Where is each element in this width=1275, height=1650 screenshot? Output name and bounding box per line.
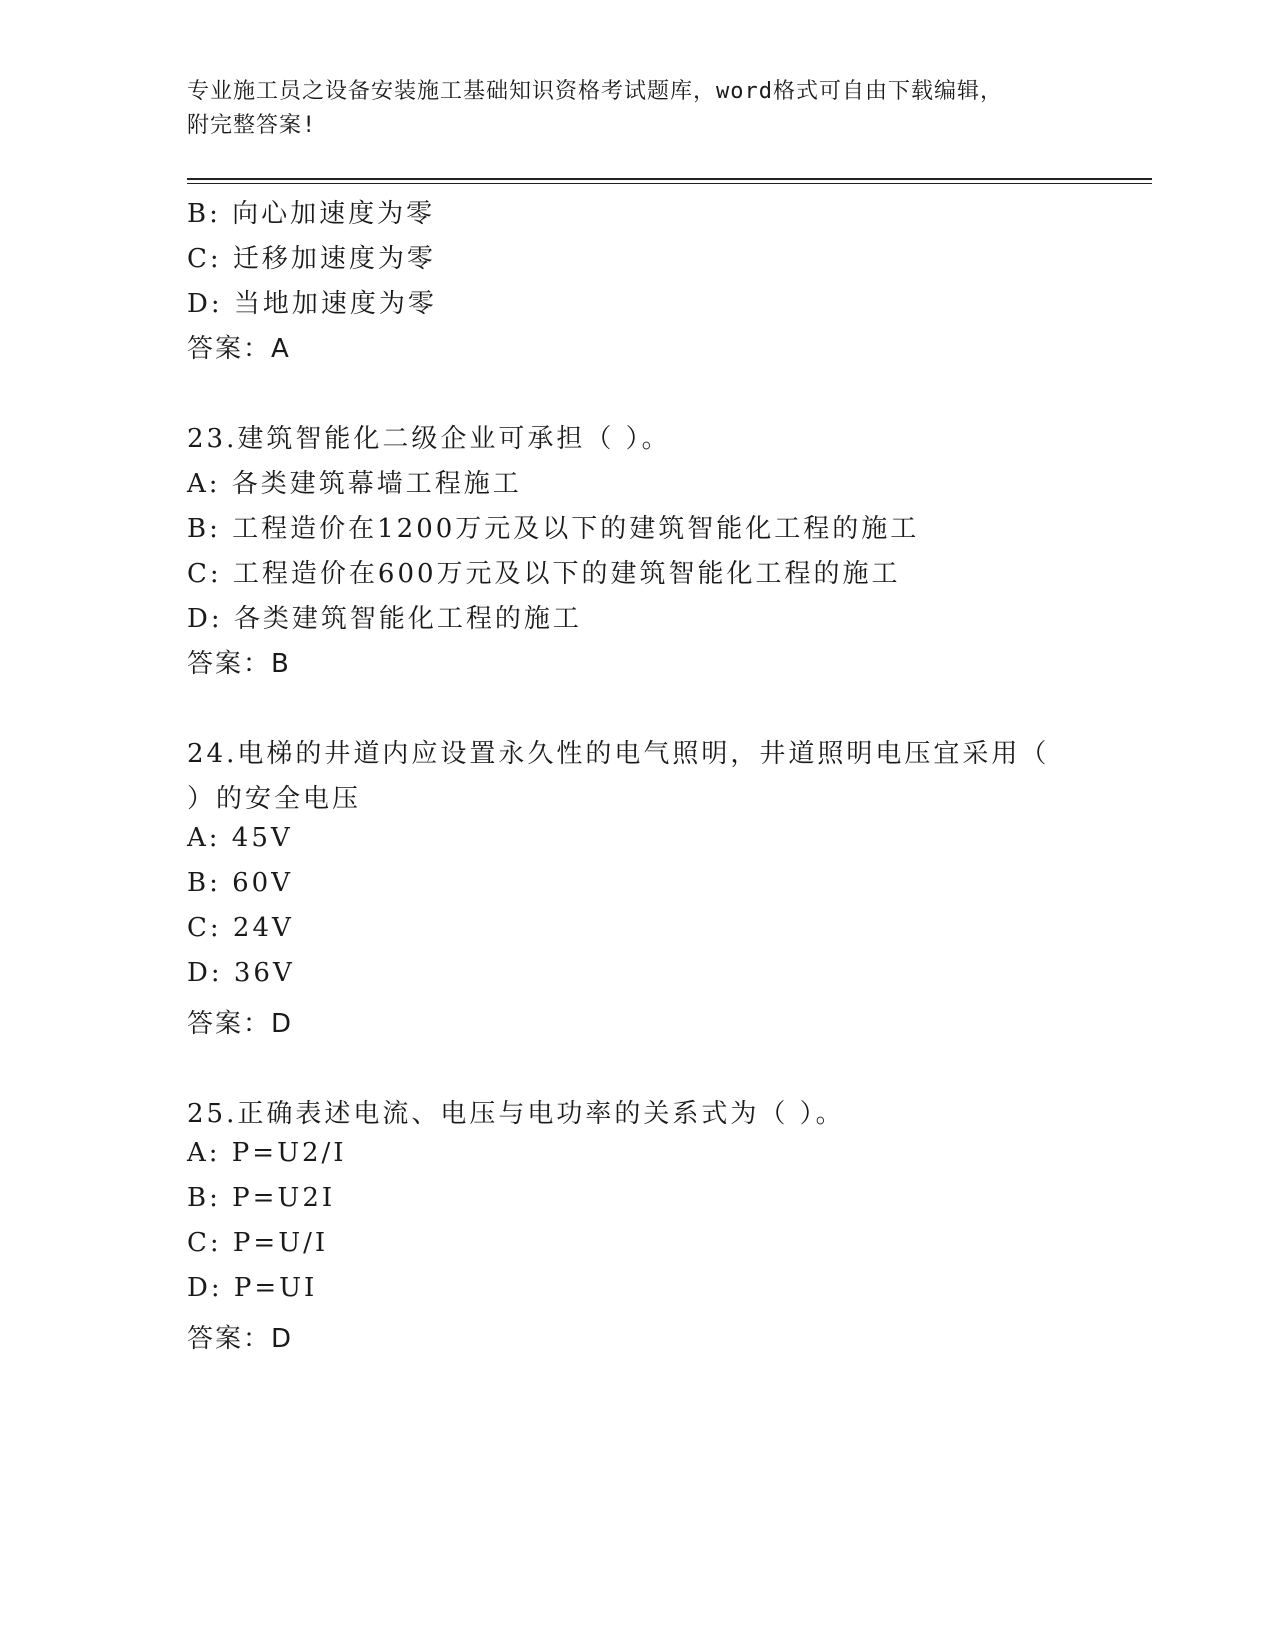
q25-option-d: D: P=UI xyxy=(187,1273,318,1303)
q24-option-c: C: 24V xyxy=(187,913,294,943)
q25-option-b: B: P=U2I xyxy=(187,1183,336,1213)
header-divider-thick xyxy=(187,178,1152,180)
q22-option-d: D: 当地加速度为零 xyxy=(187,289,437,319)
header-text-line-2: 附完整答案! xyxy=(187,113,317,138)
q24-question-line-2: ）的安全电压 xyxy=(187,784,362,814)
q25-option-a: A: P=U2/I xyxy=(187,1138,347,1168)
q23-option-c: C: 工程造价在600万元及以下的建筑智能化工程的施工 xyxy=(187,559,901,589)
q23-option-b: B: 工程造价在1200万元及以下的建筑智能化工程的施工 xyxy=(187,514,920,544)
q22-answer: 答案：A xyxy=(187,334,291,364)
q23-question: 23.建筑智能化二级企业可承担（ ）。 xyxy=(187,424,671,454)
q25-option-c: C: P=U/I xyxy=(187,1228,329,1258)
header-divider-thin xyxy=(187,183,1152,184)
q25-answer: 答案：D xyxy=(187,1324,294,1354)
q24-answer: 答案：D xyxy=(187,1009,294,1039)
q22-option-c: C: 迁移加速度为零 xyxy=(187,244,436,274)
q23-option-a: A: 各类建筑幕墙工程施工 xyxy=(187,469,522,499)
q24-option-a: A: 45V xyxy=(187,823,293,853)
q24-question-line-1: 24.电梯的井道内应设置永久性的电气照明，井道照明电压宜采用（ xyxy=(187,739,1050,769)
q23-answer: 答案：B xyxy=(187,649,291,679)
q24-option-d: D: 36V xyxy=(187,958,295,988)
q24-option-b: B: 60V xyxy=(187,868,293,898)
q25-question: 25.正确表述电流、电压与电功率的关系式为（ ）。 xyxy=(187,1099,845,1129)
q22-option-b: B: 向心加速度为零 xyxy=(187,199,436,229)
header-text-line-1: 专业施工员之设备安装施工基础知识资格考试题库，word格式可自由下载编辑， xyxy=(187,79,1003,104)
q23-option-d: D: 各类建筑智能化工程的施工 xyxy=(187,604,582,634)
